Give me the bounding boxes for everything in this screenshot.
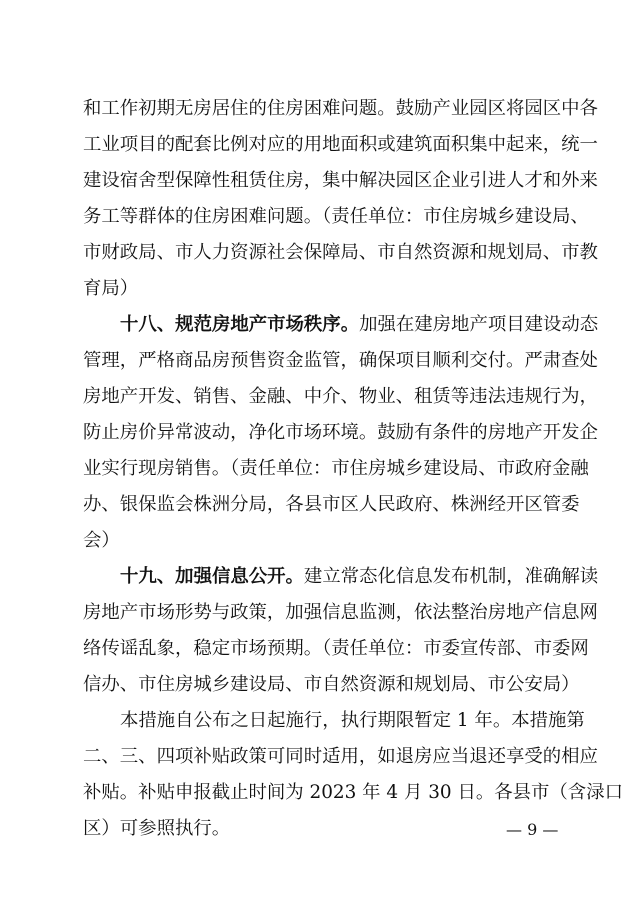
paragraph-line: 区）可参照执行。 xyxy=(83,818,231,839)
paragraph-line: 育局） xyxy=(83,278,139,299)
section-18-first-line xyxy=(120,312,599,338)
paragraph-line: 工业项目的配套比例对应的用地面积或建筑面积集中起来，统一 xyxy=(83,134,598,155)
section-19-first-line xyxy=(120,564,599,590)
paragraph-line: 办、银保监会株洲分局，各县市区人民政府、株洲经开区管委 xyxy=(83,494,580,515)
paragraph-line: 和工作初期无房居住的住房困难问题。鼓励产业园区将园区中各 xyxy=(83,98,598,119)
paragraph-line: 络传谣乱象，稳定市场预期。（责任单位：市委宣传部、市委网 xyxy=(83,638,589,659)
paragraph-line: 管理，严格商品房预售资金监管，确保项目顺利交付。严肃查处 xyxy=(83,350,598,371)
paragraph-line: 补贴。补贴申报截止时间为 2023 年 4 月 30 日。各县市（含渌口 xyxy=(83,782,623,803)
paragraph-line: 本措施自公布之日起施行，执行期限暂定 1 年。本措施第 xyxy=(120,710,585,731)
paragraph-line: 防止房价异常波动，净化市场环境。鼓励有条件的房地产开发企 xyxy=(83,422,598,443)
paragraph-line: 市财政局、市人力资源社会保障局、市自然资源和规划局、市教 xyxy=(83,242,598,263)
page-number: — 9 — xyxy=(506,820,559,839)
section-19-text: 建立常态化信息发布机制，准确解读 xyxy=(303,566,599,587)
paragraph-line: 业实行现房销售。（责任单位：市住房城乡建设局、市政府金融 xyxy=(83,458,589,479)
paragraph-line: 会） xyxy=(83,530,120,551)
paragraph-line: 二、三、四项补贴政策可同时适用，如退房应当退还享受的相应 xyxy=(83,746,598,767)
paragraph-line: 建设宿舍型保障性租赁住房，集中解决园区企业引进人才和外来 xyxy=(83,170,598,191)
section-19-heading: 十九、加强信息公开。 xyxy=(120,566,304,587)
paragraph-line: 务工等群体的住房困难问题。（责任单位：市住房城乡建设局、 xyxy=(83,206,589,227)
section-18-heading: 十八、规范房地产市场秩序。 xyxy=(120,314,360,335)
paragraph-line: 房地产市场形势与政策，加强信息监测，依法整治房地产信息网 xyxy=(83,602,598,623)
section-18-text: 加强在建房地产项目建设动态 xyxy=(359,314,599,335)
paragraph-line: 信办、市住房城乡建设局、市自然资源和规划局、市公安局） xyxy=(83,674,580,695)
paragraph-line: 房地产开发、销售、金融、中介、物业、租赁等违法违规行为， xyxy=(83,386,598,407)
